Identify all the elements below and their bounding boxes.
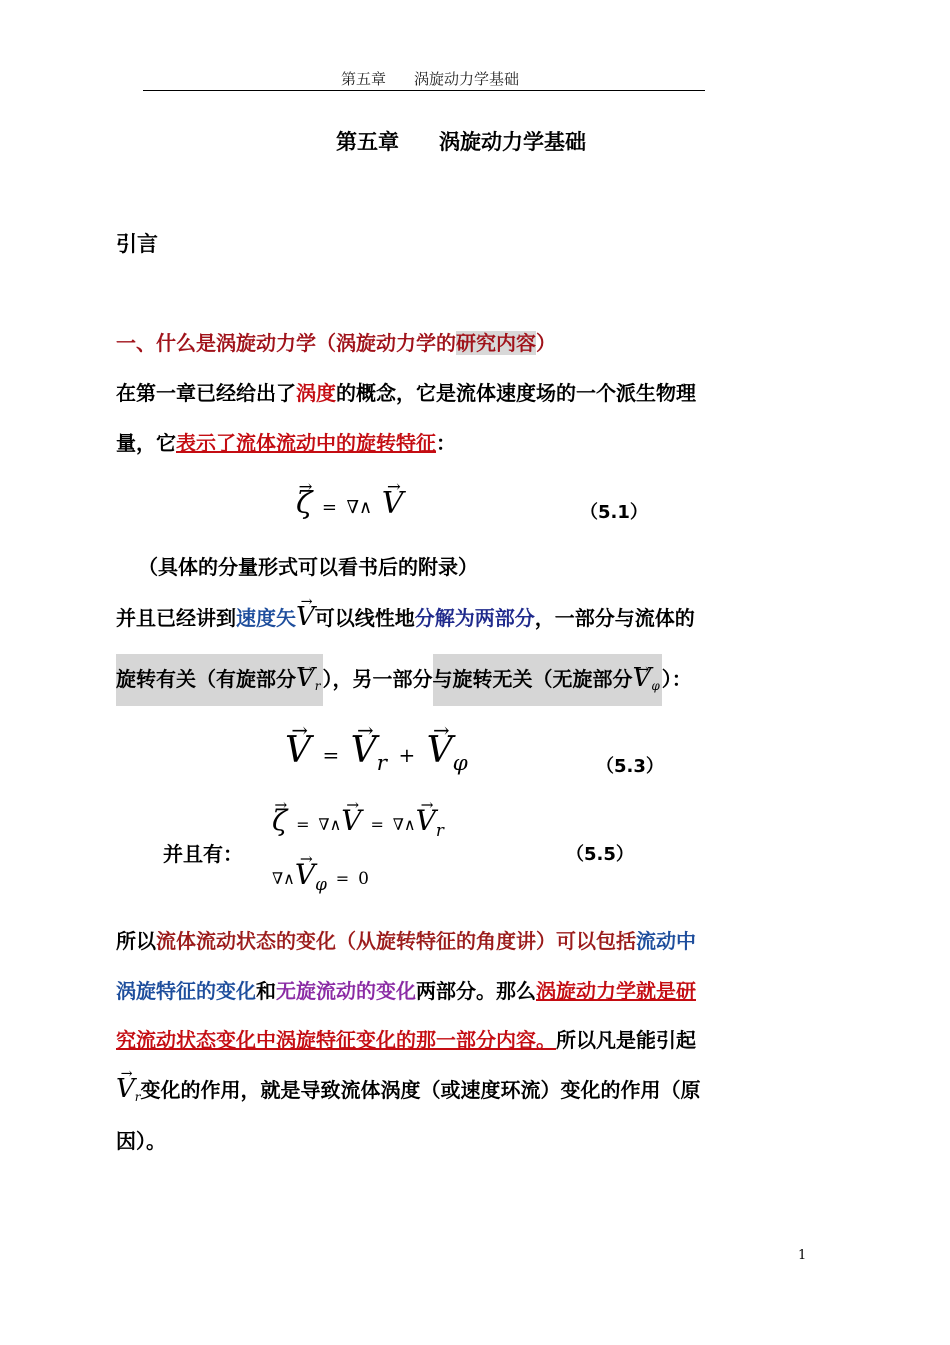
zero: 0 [358,869,369,889]
vphi-vector: → V [427,730,453,771]
section-heading-end: ） [536,331,556,355]
vr-symbol: → V [116,1074,135,1104]
vortex-change-term: 流动中 [636,929,696,953]
subscript-phi: φ [315,873,327,894]
text: 和 [256,979,276,1003]
header-chapter: 第五章 [340,70,386,88]
page-number: 1 [798,1248,807,1263]
vr-symbol: → V [296,654,315,702]
velocity-symbol: → V [296,602,315,632]
text: ），另一部分 [322,667,433,691]
equation-5-3 [285,730,468,776]
title-chapter: 第五章 [336,130,399,154]
vphi-vector: → V [295,858,315,891]
para2-line2 [116,654,692,702]
para1-line2 [116,427,456,456]
text: 在第一章已经给出了 [116,381,296,405]
equation-number-5-5: （5.5） [566,844,634,865]
title-topic: 涡旋动力学基础 [439,130,586,154]
text: 所以凡是能引起 [556,1028,696,1052]
para3-line5: 因）。 [116,1129,166,1153]
velocity-vector-term: 速度矢 [236,606,296,630]
equation-number-5-3: （5.3） [596,756,664,777]
intro-heading: 引言 [116,232,158,256]
para3-line2 [116,975,696,1004]
subscript-r: r [134,1090,141,1105]
equation-5-5-line2 [272,858,369,894]
subscript-phi: φ [651,679,660,694]
zeta-vector: → ζ [272,804,287,837]
subscript-r: r [435,819,444,840]
text: 量，它 [116,431,176,455]
equation-5-5-label: 并且有： [163,842,243,866]
plus: + [398,743,416,767]
section-heading-main: 一、什么是涡旋动力学（涡旋动力学的 [116,331,456,355]
equals: = [296,815,310,834]
zeta-vector: → ζ [296,486,312,521]
curl-operator: ∇∧ [392,815,416,834]
vortex-change-term: 涡旋特征的变化 [116,979,256,1003]
text: 变化的作用，就是导致流体涡度（或速度环流）变化的作用（原 [140,1078,701,1102]
text: 所以 [116,929,156,953]
text: 并且已经讲到 [116,606,236,630]
curl-operator: ∇∧ [346,497,373,518]
curl-operator: ∇∧ [272,869,295,888]
vphi-symbol: → V [633,654,652,702]
irrotational-change-term: 无旋流动的变化 [276,979,416,1003]
equals: = [370,815,384,834]
flow-state-change-term: 流体流动状态的变化（从旋转特征的角度讲）可以包括 [156,929,636,953]
section-heading [116,327,556,356]
para3-line3 [116,1024,696,1053]
definition-highlight: 究流动状态变化中涡旋特征变化的那一部分内容。 [116,1028,556,1052]
para3-line1 [116,925,696,954]
equation-5-5-line1 [272,804,444,840]
equation-5-1 [296,486,403,521]
text: 可以线性地 [314,606,415,630]
velocity-vector: → V [341,804,361,837]
text: 两部分。那么 [416,979,536,1003]
irrotational-part-highlight [433,654,662,706]
page-title [0,126,922,156]
rotational-part-highlight [116,654,323,706]
text: ： [436,431,456,455]
para3-line4 [116,1074,701,1104]
equation-number-5-1: （5.1） [580,502,648,523]
section-heading-highlight: 研究内容 [456,331,536,355]
equals: = [322,743,340,767]
velocity-vector: → V [285,730,311,771]
velocity-vector: → V [382,486,404,521]
definition-highlight: 涡旋动力学就是研 [536,979,696,1003]
decompose-term: 分解为两部分 [414,606,535,630]
subscript-r: r [314,679,321,694]
text: 的概念，它是流体速度场的一个派生物理 [336,381,696,405]
equals: = [321,497,337,518]
vr-vector: → V [351,730,377,771]
header-topic: 涡旋动力学基础 [414,70,520,88]
subscript-r: r [376,750,387,776]
curl-operator: ∇∧ [318,815,342,834]
appendix-note: （具体的分量形式可以看书后的附录） [138,555,478,579]
running-header [0,68,860,89]
text: 旋转有关（有旋部分 [116,667,296,691]
vr-vector: → V [416,804,436,837]
text: ，一部分与流体的 [534,606,695,630]
text: ）： [661,667,692,691]
para1-line1 [116,377,696,406]
subscript-phi: φ [452,750,468,776]
para2-line1 [116,602,695,632]
header-rule [143,90,705,91]
text: 与旋转无关（无旋部分 [432,667,633,691]
equals: = [335,869,350,888]
vorticity-term: 涡度 [296,381,336,405]
rotation-feature-term: 表示了流体流动中的旋转特征 [176,431,436,455]
